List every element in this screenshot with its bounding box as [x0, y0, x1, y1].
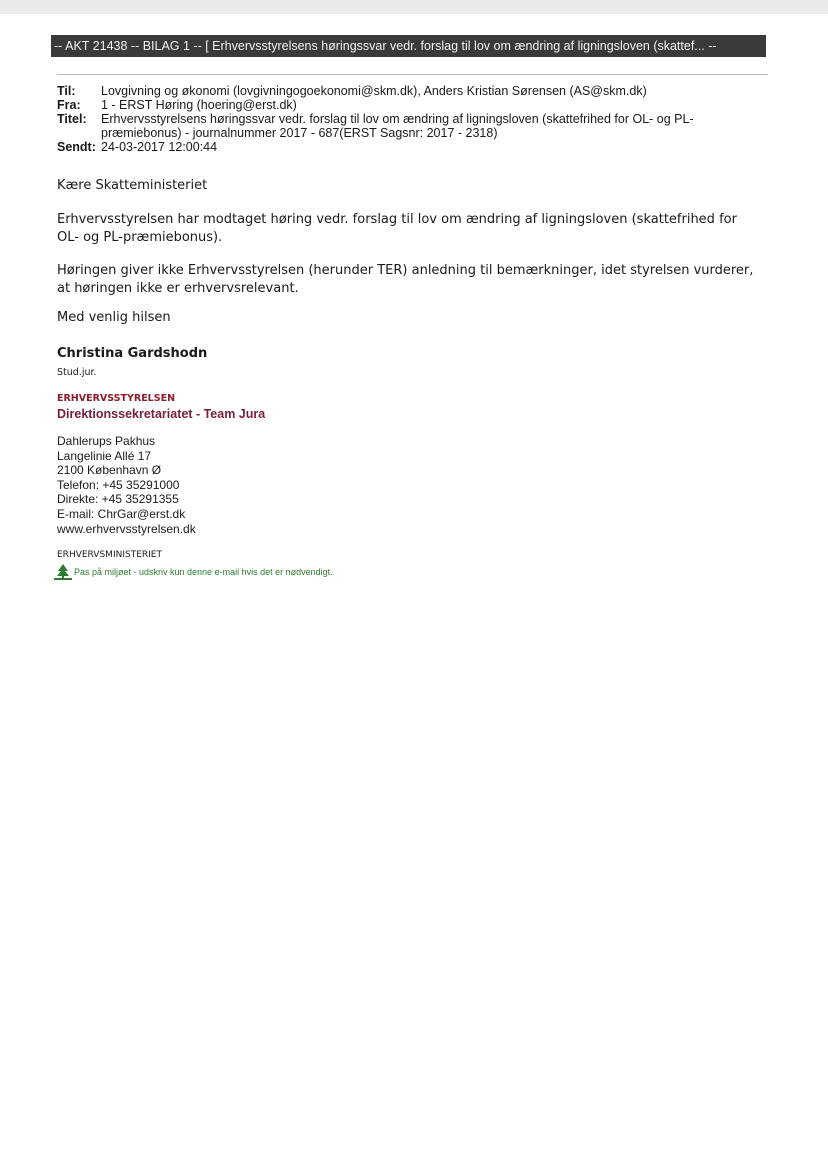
eco-notice	[54, 564, 333, 580]
email-line: E-mail: ChrGar@erst.dk	[57, 506, 186, 521]
sent-value: 24-03-2017 12:00:44	[101, 140, 218, 154]
body-paragraph-1: Erhvervsstyrelsen har modtaget høring vedr. forslag til lov om ændring af ligningsloven (skattefrihed for OL- og PL-præmiebonus).	[57, 212, 737, 245]
direct-phone-line: Direkte: +45 35291355	[57, 492, 179, 507]
subject-value: Erhvervsstyrelsens høringssvar vedr. forslag til lov om ændring af ligningsloven (skattefrihed for OL- og PL-præmiebonus) - journalnummer 2017 - 687(ERST Sagsnr: 2017 - 2318)	[101, 112, 694, 140]
body-paragraph-2: Høringen giver ikke Erhvervsstyrelsen (herunder TER) anledning til bemærkninger, idet styrelsen vurderer, at høringen ikke er erhvervsrelevant.	[57, 263, 754, 296]
from-row	[57, 98, 757, 112]
sent-row	[57, 140, 757, 154]
signature-name: Christina Gardshodn	[57, 346, 208, 361]
address-line: Langelinie Allé 17	[57, 448, 152, 463]
from-value: 1 - ERST Høring (hoering@erst.dk)	[101, 98, 297, 112]
tree-icon	[54, 564, 74, 580]
organization-name: ERHVERVSSTYRELSEN	[57, 393, 176, 404]
website-line: www.erhvervsstyrelsen.dk	[57, 521, 196, 536]
organization-department: Direktionssekretariatet - Team Jura	[57, 407, 266, 421]
to-row	[57, 84, 757, 98]
header-divider	[57, 74, 768, 75]
phone-line: Telefon: +45 35291000	[57, 477, 180, 492]
ministry-name: ERHVERVSMINISTERIET	[57, 550, 162, 560]
closing: Med venlig hilsen	[57, 310, 171, 325]
to-value: Lovgivning og økonomi (lovgivningogoekonomi@skm.dk), Anders Kristian Sørensen (AS@skm.dk)	[101, 84, 647, 98]
signature-title: Stud.jur.	[57, 367, 97, 378]
from-label: Fra:	[57, 98, 81, 112]
eco-notice-text: Pas på miljøet - udskriv kun denne e-mail hvis det er nødvendigt.	[74, 567, 333, 577]
sent-label: Sendt:	[57, 140, 96, 154]
to-label: Til:	[57, 84, 76, 98]
subject-label: Titel:	[57, 112, 87, 126]
subject-row	[57, 112, 757, 140]
address-line: 2100 København Ø	[57, 463, 162, 478]
address-block	[57, 434, 196, 536]
page-top-shade	[0, 0, 828, 14]
email-metadata	[57, 84, 757, 154]
greeting: Kære Skatteministeriet	[57, 178, 208, 193]
address-line: Dahlerups Pakhus	[57, 434, 156, 448]
document-title-bar: -- AKT 21438 -- BILAG 1 -- [ Erhvervsstyrelsens høringssvar vedr. forslag til lov om ændring af ligningsloven (skattef... --	[51, 35, 766, 57]
